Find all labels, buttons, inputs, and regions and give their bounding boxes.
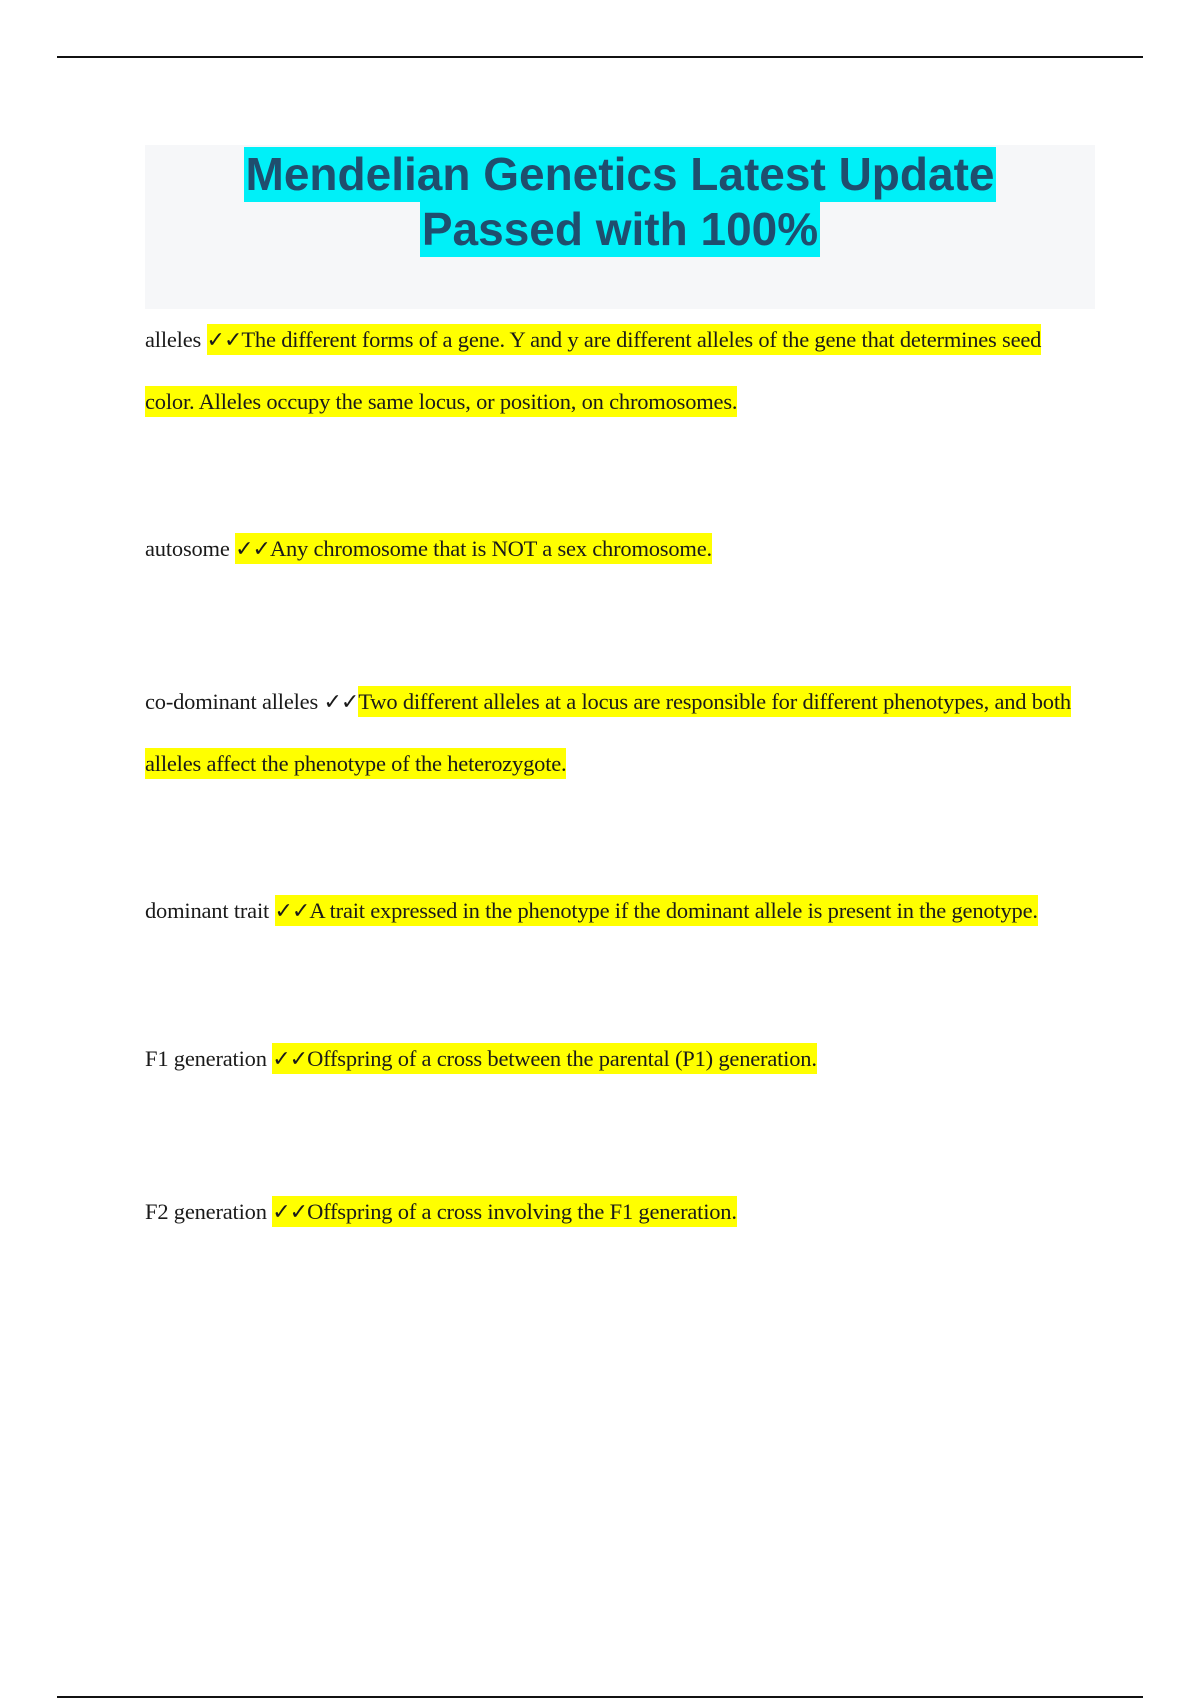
term-name: autosome <box>145 536 230 561</box>
term-list <box>145 309 1095 1243</box>
term-definition: Any chromosome that is NOT a sex chromosome. <box>269 536 712 561</box>
term-name: co-dominant alleles <box>145 689 319 714</box>
double-check-icon: ✓✓ <box>323 690 359 715</box>
term-entry-alleles <box>145 309 1095 432</box>
title-line-1: Mendelian Genetics Latest Update <box>245 148 995 200</box>
term-name: dominant trait <box>145 898 270 923</box>
double-check-icon: ✓✓ <box>272 1200 308 1225</box>
term-name: F1 generation <box>145 1046 267 1071</box>
term-name: alleles <box>145 327 202 352</box>
double-check-icon: ✓✓ <box>272 1047 308 1072</box>
double-check-icon: ✓✓ <box>274 899 310 924</box>
document-body <box>145 145 1095 1243</box>
term-definition: The different forms of a gene. Y and y are different alleles of the gene that determines seed color. Alleles occupy the same locus, or position, on chromosomes. <box>145 327 1042 414</box>
term-entry-dominant-trait <box>145 880 1095 942</box>
double-check-icon: ✓✓ <box>206 328 242 353</box>
term-name: F2 generation <box>145 1199 267 1224</box>
double-check-icon: ✓✓ <box>235 537 270 562</box>
term-definition: Offspring of a cross involving the F1 generation. <box>307 1199 737 1224</box>
term-entry-co-dominant-alleles <box>145 671 1095 794</box>
title-box <box>145 145 1095 309</box>
term-definition: A trait expressed in the phenotype if the dominant allele is present in the genotype. <box>309 898 1038 923</box>
title-line-2: Passed with 100% <box>421 203 819 255</box>
term-entry-f2-generation <box>145 1181 1095 1243</box>
header-rule <box>57 56 1143 58</box>
term-definition: Two different alleles at a locus are responsible for different phenotypes, and both alleles affect the phenotype of the heterozygote. <box>145 689 1071 776</box>
page-title <box>145 146 1095 257</box>
term-entry-autosome <box>145 518 1095 580</box>
term-definition: Offspring of a cross between the parental (P1) generation. <box>307 1046 817 1071</box>
term-entry-f1-generation <box>145 1028 1095 1090</box>
footer-rule <box>57 1696 1143 1698</box>
